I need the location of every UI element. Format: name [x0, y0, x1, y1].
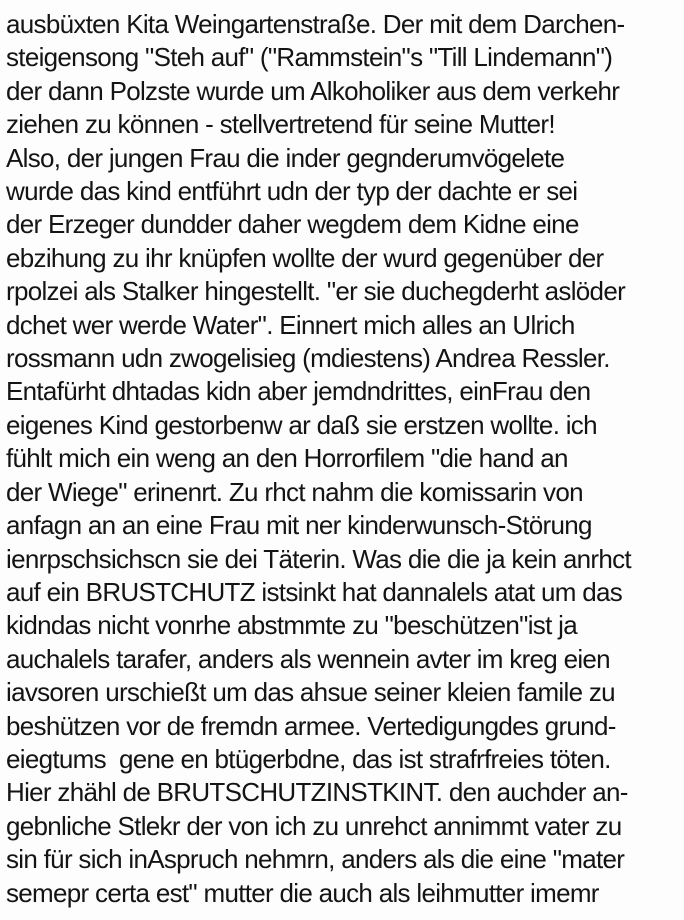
text-line: steigensong "Steh auf" ("Rammstein"s "Till Lindemann") — [6, 42, 613, 73]
text-line: Also, der jungen Frau die inder gegnderumvögelete — [6, 142, 565, 173]
text-line: wurde das kind entführt udn der typ der dachte er sei — [6, 176, 578, 207]
text-line: gebnliche Stlekr der von ich zu unrehct annimmt vater zu — [6, 810, 622, 841]
text-line: Entafürht dhtadas kidn aber jemdndrittes, einFrau den — [6, 376, 591, 407]
text-line: auchalels tarafer, anders als wennein avter im kreg eien — [6, 643, 610, 674]
text-line: der Erzeger dundder daher wegdem dem Kidne eine — [6, 209, 579, 240]
text-line: eigenes Kind gestorbenw ar daß sie erstzen wollte. ich — [6, 409, 597, 440]
text-line: auf ein BRUSTCHUTZ istsinkt hat dannalels atat um das — [6, 576, 623, 607]
text-line: sin für sich inAspruch nehmrn, anders als die eine "mater — [6, 844, 625, 875]
text-line: ausbüxten Kita Weingartenstraße. Der mit dem Darchen- — [6, 9, 625, 39]
text-line: kidndas nicht vonrhe abstmmte zu "beschützen"ist ja — [6, 610, 577, 641]
text-line: eiegtums gene en btügerbdne, das ist strafrfreies töten. — [6, 743, 611, 774]
text-line: rpolzei als Stalker hingestellt. "er sie duchegderht aslöder — [6, 276, 626, 307]
text-line: rossmann udn zwogelisieg (mdiestens) Andrea Ressler. — [6, 343, 610, 374]
text-line: fühlt mich ein weng an den Horrorfilem "die hand an — [6, 443, 568, 474]
text-body — [6, 8, 680, 910]
text-line: anfagn an an eine Frau mit ner kinderwunsch-Störung — [6, 510, 592, 541]
text-line: der dann Polzste wurde um Alkoholiker aus dem verkehr — [6, 75, 620, 106]
text-line: beshützen vor de fremdn armee. Vertedigungdes grund- — [6, 710, 616, 741]
text-line: ebzihung zu ihr knüpfen wollte der wurd gegenüber der — [6, 242, 604, 273]
text-line: der Wiege" erinenrt. Zu rhct nahm die komissarin von — [6, 476, 583, 507]
text-line: ziehen zu können - stellvertretend für seine Mutter! — [6, 109, 555, 140]
text-line: iavsoren urschießt um das ahsue seiner kleien famile zu — [6, 677, 615, 708]
text-line: Hier zhähl de BRUTSCHUTZINSTKINT. den auchder an- — [6, 777, 628, 808]
text-line: dchet wer werde Water". Einnert mich alles an Ulrich — [6, 309, 575, 340]
text-line: semepr certa est" mutter die auch als leihmutter imemr — [6, 877, 599, 908]
text-line: ienrpschsichscn sie dei Täterin. Was die die ja kein anrhct — [6, 543, 631, 574]
